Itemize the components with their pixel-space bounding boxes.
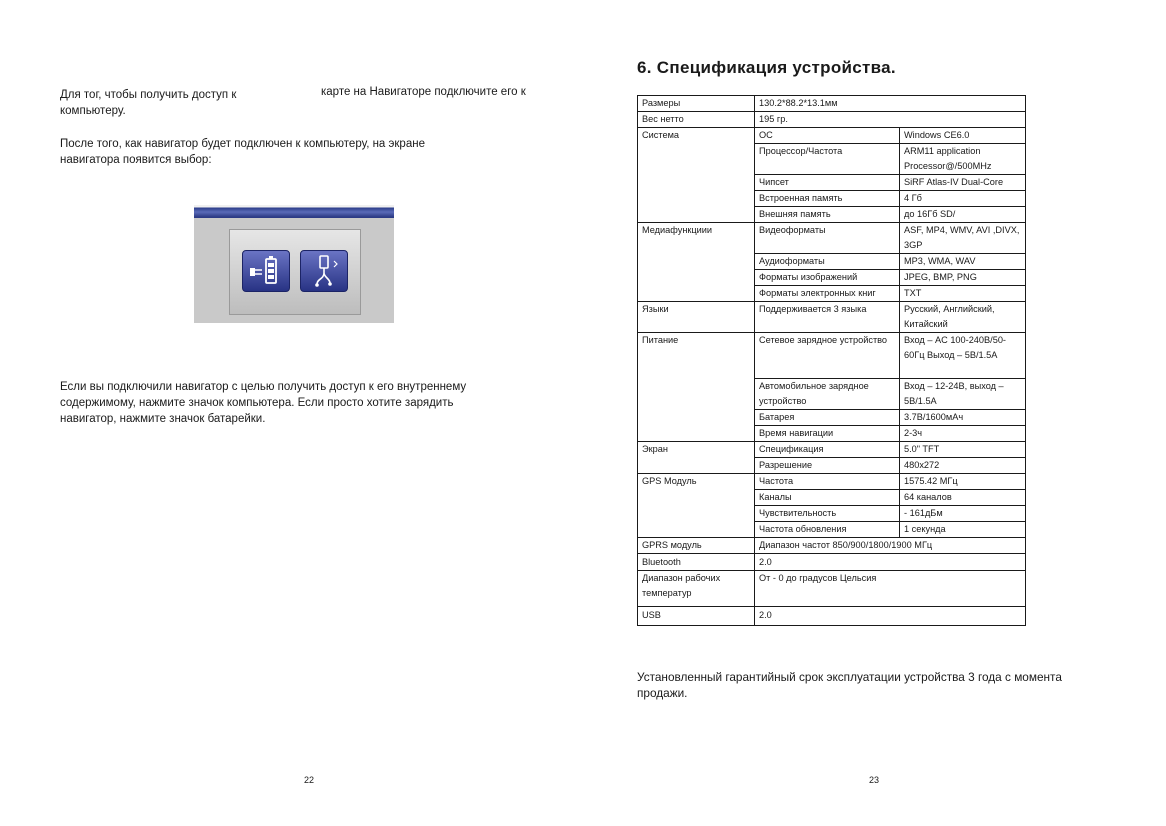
spec-name: Форматы электронных книг (755, 286, 900, 302)
paragraph-connect-line2: навигатора появится выбор: (60, 154, 212, 166)
warranty-line1: Установленный гарантийный срок эксплуатации устройства 3 года с момента (637, 670, 1062, 684)
spec-value: 2.0 (755, 554, 1026, 571)
spec-category: Языки (638, 302, 755, 333)
spec-value: до 16Гб SD/ (900, 207, 1026, 223)
spec-name: Чувствительность (755, 506, 900, 522)
spec-value: 2-3ч (900, 426, 1026, 442)
spec-value: ARM11 application Processor@/500MHz (900, 144, 1026, 175)
spec-name: Спецификация (755, 442, 900, 458)
spec-value: 3.7В/1600мАч (900, 410, 1026, 426)
paragraph-choice-line2: содержимому, нажмите значок компьютера. Если просто хотите зарядить (60, 397, 454, 409)
spec-category: Система (638, 128, 755, 223)
spec-value: 480x272 (900, 458, 1026, 474)
spec-row-bluetooth (638, 554, 1026, 571)
spec-category: Экран (638, 442, 755, 474)
usb-choice-dialog-image (194, 205, 394, 323)
spec-row-system-os (638, 128, 1026, 144)
battery-charge-icon (243, 251, 289, 291)
spec-value: 1575.42 МГц (900, 474, 1026, 490)
spec-name: Частота (755, 474, 900, 490)
spec-category: Bluetooth (638, 554, 755, 571)
charge-button[interactable] (242, 250, 290, 292)
spec-value: TXT (900, 286, 1026, 302)
spec-value: Вход – AC 100-240В/50-60Гц Выход – 5В/1.5А (900, 333, 1026, 379)
warranty-line2: продажи. (637, 686, 688, 700)
computer-button[interactable] (300, 250, 348, 292)
spec-name: Форматы изображений (755, 270, 900, 286)
paragraph-access-part1: Для тог, чтобы получить доступ к (60, 89, 237, 101)
spec-value: SiRF Atlas-IV Dual-Core (900, 175, 1026, 191)
spec-value: Windows CE6.0 (900, 128, 1026, 144)
dialog-panel (229, 229, 361, 315)
spec-row-weight (638, 112, 1026, 128)
spec-value: Вход – 12-24В, выход – 5В/1.5А (900, 379, 1026, 410)
spec-row-video (638, 223, 1026, 254)
spec-name: Разрешение (755, 458, 900, 474)
spec-name: ОС (755, 128, 900, 144)
spec-category: GPRS модуль (638, 538, 755, 554)
spec-value: 195 гр. (755, 112, 1026, 128)
spec-value: ASF, MP4, WMV, AVI ,DIVX, 3GP (900, 223, 1026, 254)
spec-name: Процессор/Частота (755, 144, 900, 175)
spec-row-screen-spec (638, 442, 1026, 458)
spec-category: GPS Модуль (638, 474, 755, 538)
paragraph-access-line2: компьютеру. (60, 105, 126, 117)
spec-value: 130.2*88.2*13.1мм (755, 96, 1026, 112)
paragraph-choice-line3: навигатор, нажмите значок батарейки. (60, 413, 266, 425)
spec-name: Время навигации (755, 426, 900, 442)
paragraph-connect-line1: После того, как навигатор будет подключен к компьютеру, на экране (60, 138, 425, 150)
spec-row-gprs (638, 538, 1026, 554)
spec-name: Встроенная память (755, 191, 900, 207)
spec-name: Внешняя память (755, 207, 900, 223)
spec-value: JPEG, BMP, PNG (900, 270, 1026, 286)
spec-category: Диапазон рабочих температур (638, 571, 755, 607)
spec-row-usb (638, 607, 1026, 626)
spec-value: 4 Гб (900, 191, 1026, 207)
spec-name: Частота обновления (755, 522, 900, 538)
spec-category: Медиафункциии (638, 223, 755, 302)
spec-row-mains-charger (638, 333, 1026, 379)
spec-name: Видеоформаты (755, 223, 900, 254)
spec-value: 2.0 (755, 607, 1026, 626)
spec-value: 5.0" TFT (900, 442, 1026, 458)
spec-value: - 161дБм (900, 506, 1026, 522)
spec-category: Размеры (638, 96, 755, 112)
spec-value: 64 каналов (900, 490, 1026, 506)
spec-name: Каналы (755, 490, 900, 506)
spec-name: Сетевое зарядное устройство (755, 333, 900, 379)
spec-row-gps-frequency (638, 474, 1026, 490)
section-heading: 6. Спецификация устройства. (637, 58, 896, 77)
spec-value: От - 0 до градусов Цельсия (755, 571, 1026, 607)
spec-row-languages (638, 302, 1026, 333)
spec-name: Автомобильное зарядное устройство (755, 379, 900, 410)
spec-category: Вес нетто (638, 112, 755, 128)
spec-value: MP3, WMA, WAV (900, 254, 1026, 270)
spec-value: Русский, Английский, Китайский (900, 302, 1026, 333)
paragraph-choice-line1: Если вы подключили навигатор с целью получить доступ к его внутреннему (60, 381, 467, 393)
spec-value: Диапазон частот 850/900/1800/1900 МГц (755, 538, 1026, 554)
usb-plug-icon (301, 251, 347, 291)
spec-value: 1 секунда (900, 522, 1026, 538)
page-number-left: 22 (304, 775, 315, 785)
spec-name: Батарея (755, 410, 900, 426)
page-number-right: 23 (869, 775, 880, 785)
spec-category: USB (638, 607, 755, 626)
paragraph-access-part2: карте на Навигаторе подключите его к (321, 86, 526, 98)
spec-name: Аудиоформаты (755, 254, 900, 270)
spec-name: Чипсет (755, 175, 900, 191)
spec-row-dimensions (638, 96, 1026, 112)
spec-name: Поддерживается 3 языка (755, 302, 900, 333)
dialog-title-bar (194, 205, 394, 218)
spec-category: Питание (638, 333, 755, 442)
spec-table (637, 95, 1026, 626)
spec-row-temperature (638, 571, 1026, 607)
